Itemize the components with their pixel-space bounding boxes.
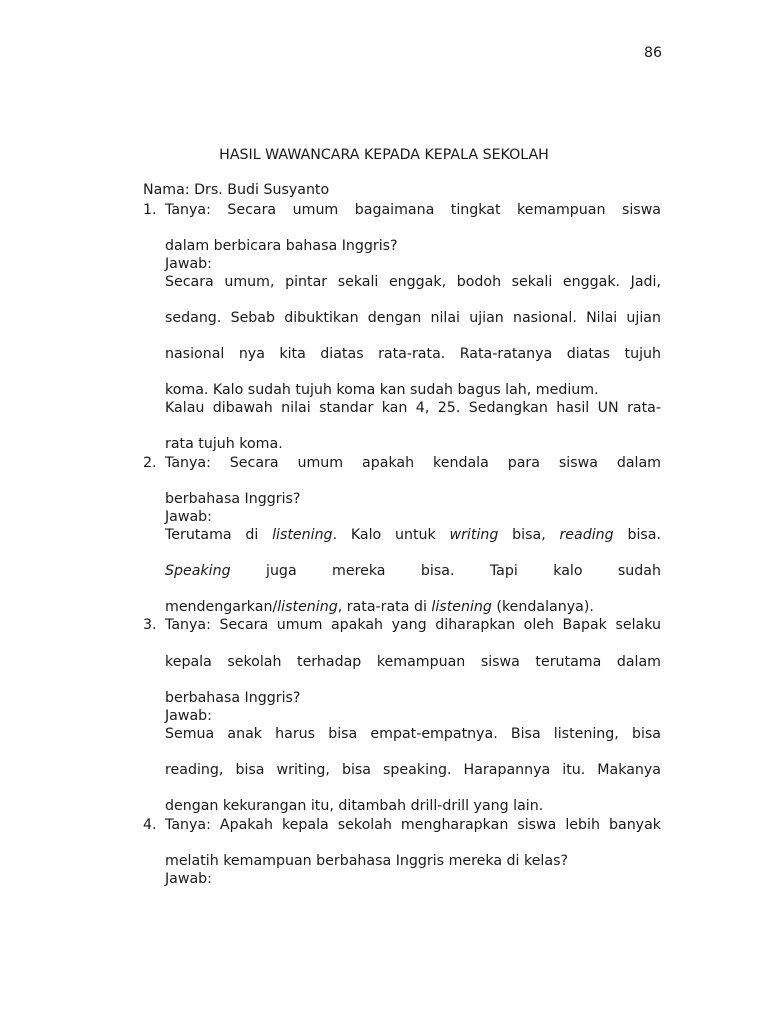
answer-label: Jawab: — [165, 509, 212, 525]
answer-term: listening — [277, 599, 338, 615]
answer-label: Jawab: — [165, 256, 212, 272]
answer-text: dengan kekurangan itu, ditambah drill-drill yang lain. — [165, 798, 544, 814]
question-text: melatih kemampuan berbahasa Inggris mereka di kelas? — [165, 853, 568, 869]
answer-text: koma. Kalo sudah tujuh koma kan sudah bagus lah, medium. — [165, 382, 599, 398]
question-text: Tanya: Secara umum apakah kendala para siswa dalam — [165, 455, 661, 471]
answer-segment: mendengarkan/ — [165, 599, 278, 615]
answer-segment: . Kalo untuk — [332, 527, 450, 543]
answer-segment: Terutama di — [165, 527, 273, 543]
answer-term: writing — [449, 527, 499, 543]
answer-text: Secara umum, pintar sekali enggak, bodoh sekali enggak. Jadi, — [165, 274, 661, 290]
answer-segment: juga mereka bisa. Tapi kalo sudah — [230, 563, 661, 579]
answer-segment: bisa, — [498, 527, 560, 543]
answer-segment: (kendalanya). — [491, 599, 594, 615]
answer-term: Speaking — [165, 563, 231, 579]
answer-text: Semua anak harus bisa empat-empatnya. Bisa listening, bisa — [165, 726, 661, 742]
answer-term: listening — [272, 527, 333, 543]
interviewee-name: Nama: Drs. Budi Susyanto — [143, 182, 330, 198]
question-text: kepala sekolah terhadap kemampuan siswa terutama dalam — [165, 654, 661, 670]
answer-text: sedang. Sebab dibuktikan dengan nilai ujian nasional. Nilai ujian — [165, 310, 661, 326]
answer-text — [165, 526, 661, 544]
question-text: berbahasa Inggris? — [165, 690, 301, 706]
list-number: 1. — [143, 202, 157, 218]
question-text: Tanya: Secara umum bagaimana tingkat kemampuan siswa — [165, 202, 661, 218]
list-number: 2. — [143, 455, 157, 471]
list-number: 3. — [143, 617, 157, 633]
answer-label: Jawab: — [165, 708, 212, 724]
answer-text: reading, bisa writing, bisa speaking. Harapannya itu. Makanya — [165, 762, 661, 778]
answer-term: listening — [431, 599, 492, 615]
answer-segment: , rata-rata di — [337, 599, 432, 615]
question-text: berbahasa Inggris? — [165, 491, 301, 507]
answer-text: rata tujuh koma. — [165, 436, 283, 452]
page-number: 86 — [643, 45, 662, 61]
answer-label: Jawab: — [165, 871, 212, 887]
answer-text: nasional nya kita diatas rata-rata. Rata-ratanya diatas tujuh — [165, 346, 661, 362]
answer-term: reading — [559, 527, 614, 543]
question-text: Tanya: Apakah kepala sekolah mengharapkan siswa lebih banyak — [165, 817, 661, 833]
document-title: HASIL WAWANCARA KEPADA KEPALA SEKOLAH — [219, 147, 549, 163]
answer-text: Kalau dibawah nilai standar kan 4, 25. Sedangkan hasil UN rata- — [165, 400, 661, 416]
list-number: 4. — [143, 817, 157, 833]
question-text: dalam berbicara bahasa Inggris? — [165, 238, 398, 254]
answer-segment: bisa. — [613, 527, 661, 543]
question-text: Tanya: Secara umum apakah yang diharapkan oleh Bapak selaku — [165, 617, 661, 633]
answer-text — [165, 562, 661, 580]
answer-text — [165, 598, 594, 616]
